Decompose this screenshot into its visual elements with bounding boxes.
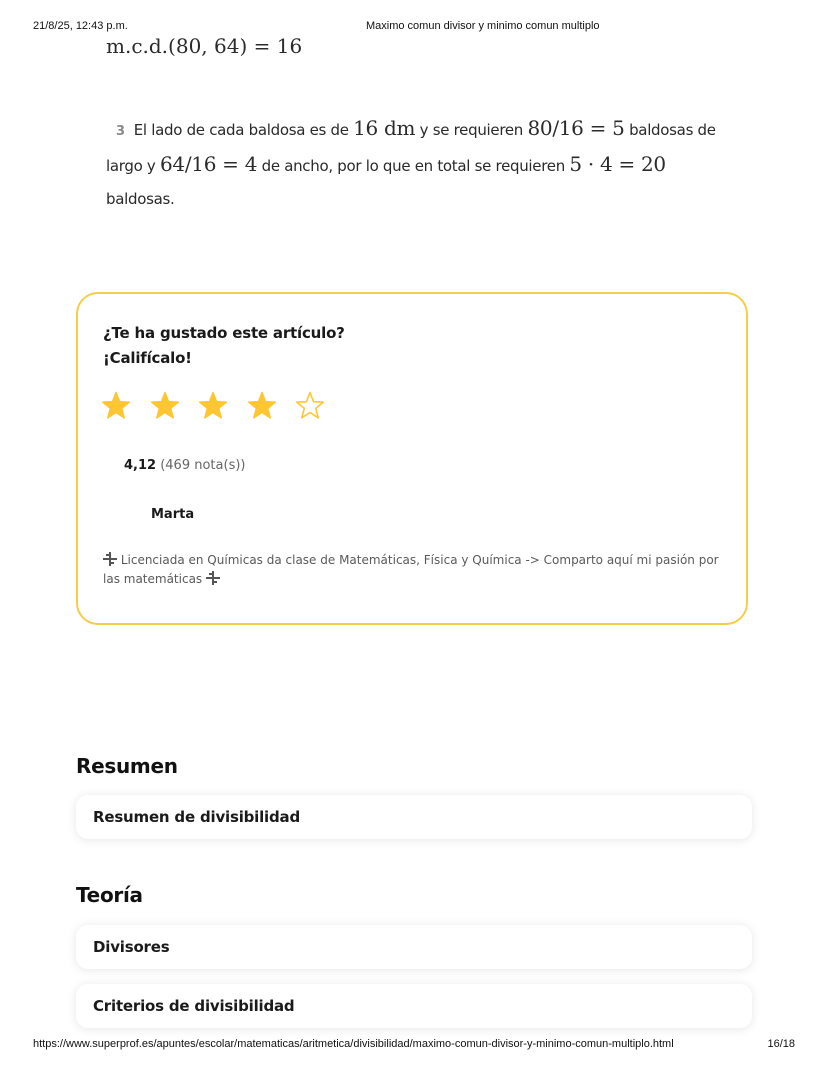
author-bio-text: Licenciada en Químicas da clase de Matemáticas, Física y Química -> Comparto aquí mi pasión por las matemáticas [103,553,719,586]
solution-math-1: 16 dm [353,116,416,140]
star-empty-icon[interactable] [295,391,325,421]
rating-question-line2: ¡Califícalo! [103,349,192,367]
rating-card [76,292,748,625]
rating-question [103,321,345,371]
solution-text-4: de ancho, por lo que en total se requieren [261,157,565,175]
print-header [0,20,828,34]
solution-text-1: El lado de cada baldosa es de [133,121,349,139]
print-page-number: 16/18 [767,1038,795,1050]
mcd-result: m.c.d.(80, 64) = 16 [106,34,303,58]
print-datetime: 21/8/25, 12:43 p.m. [33,20,128,32]
solution-paragraph [106,112,736,216]
rating-score [124,458,245,473]
resumen-link-divisibilidad[interactable]: Resumen de divisibilidad [76,795,752,839]
step-number: 3 [116,124,125,139]
star-filled-icon[interactable] [247,391,277,421]
rating-average: 4,12 [124,458,157,473]
star-filled-icon[interactable] [150,391,180,421]
solution-math-3: 64/16 = 4 [159,152,258,176]
author-bio [103,551,728,589]
solution-text-5: baldosas. [106,190,175,208]
teoria-title: Teoría [76,883,143,907]
teoria-link-criterios[interactable]: Criterios de divisibilidad [76,984,752,1028]
solution-math-2: 80/16 = 5 [527,116,625,140]
solution-text-3: baldosas de largo y [106,121,716,175]
star-filled-icon[interactable] [198,391,228,421]
rating-votes: (469 nota(s)) [160,458,246,473]
teoria-link-divisores[interactable]: Divisores [76,925,752,969]
solution-math-4: 5 · 4 = 20 [569,152,666,176]
math-operators-icon [206,571,220,585]
print-url: https://www.superprof.es/apuntes/escolar/matematicas/aritmetica/divisibilidad/maximo-comun-divisor-y-minimo-comun-multiplo.html [33,1038,674,1050]
rating-question-line1: ¿Te ha gustado este artículo? [103,324,345,342]
print-page-title: Maximo comun divisor y minimo comun multiplo [366,20,600,32]
author-name: Marta [151,507,195,522]
print-footer [0,1038,828,1052]
solution-text-2: y se requieren [419,121,523,139]
star-filled-icon[interactable] [101,391,131,421]
math-operators-icon [103,552,117,566]
resumen-title: Resumen [76,754,178,778]
